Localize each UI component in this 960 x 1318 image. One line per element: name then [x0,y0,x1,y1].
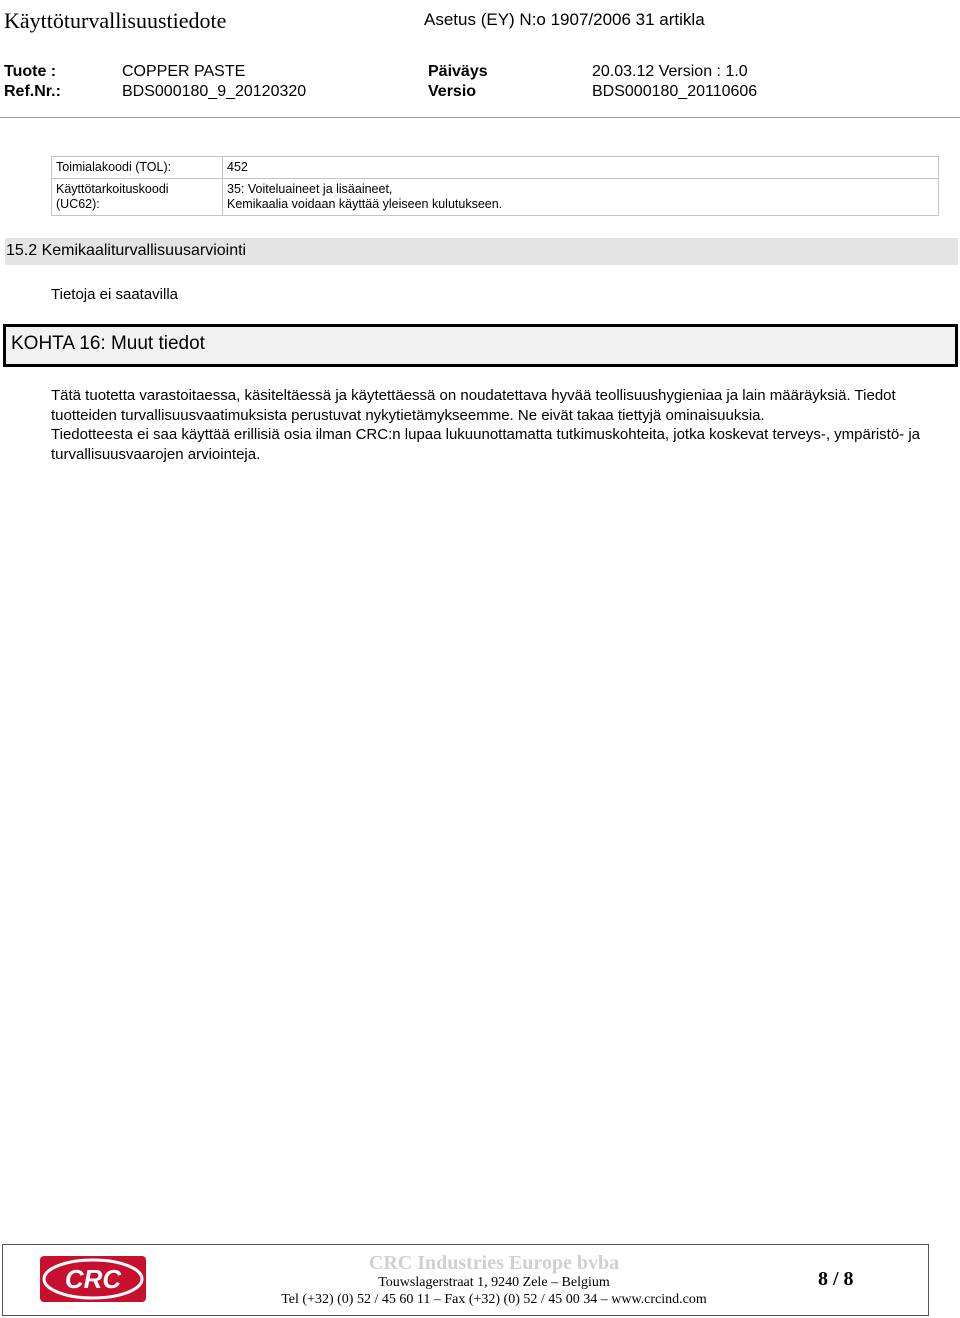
ref-label: Ref.Nr.: [4,83,61,100]
table-row [52,157,939,179]
date-value: 20.03.12 Version : 1.0 [592,63,748,80]
label-line: Käyttötarkoituskoodi [56,182,169,196]
value-line: 35: Voiteluaineet ja lisäaineet, [227,182,393,196]
crc-logo [40,1256,146,1302]
product-value: COPPER PASTE [122,63,246,80]
section-title: KOHTA 16: Muut tiedot [11,333,205,354]
subsection-text: Tietoja ei saatavilla [51,286,179,303]
classification-table [51,156,939,216]
company-address: Touwslagerstraat 1, 9240 Zele – Belgium [378,1275,610,1290]
document-title: Käyttöturvallisuustiedote [4,8,227,33]
label-line: (UC62): [56,197,100,211]
table-cell-label: Toimialakoodi (TOL): [52,157,223,179]
value-line: Kemikaalia voidaan käyttää yleiseen kulutukseen. [227,197,503,211]
version-value: BDS000180_20110606 [592,83,758,100]
version-label: Versio [428,83,477,100]
table-cell-value [223,179,939,216]
date-label: Päiväys [428,63,488,80]
paragraph: Tiedotteesta ei saa käyttää erillisiä osia ilman CRC:n lupaa lukuunottamatta tutkimuskohteita, jotka koskevat terveys-, ympäristö- ja turvallisuusvaarojen arviointeja. [51,426,921,463]
table-row [52,179,939,216]
company-name: CRC Industries Europe bvba [368,1252,620,1274]
header-divider [0,117,960,118]
table-cell-label [52,179,223,216]
paragraph: Tätä tuotetta varastoitaessa, käsiteltäessä ja käytettäessä on noudatettava hyvää teollisuushygieniaa ja lain määräyksiä. Tiedot tuotteiden turvallisuusvaatimuksista perustuvat nykytietämykseemme. Ne eivät takaa tiettyjä ominaisuuksia. [51,387,896,424]
ref-value: BDS000180_9_20120320 [122,83,307,100]
regulation-reference: Asetus (EY) N:o 1907/2006 31 artikla [424,10,705,29]
product-label: Tuote : [4,63,57,80]
page-number: 8 / 8 [818,1268,854,1290]
section-body [51,386,931,464]
svg-text:CRC: CRC [64,1264,122,1294]
company-contact: Tel (+32) (0) 52 / 45 60 11 – Fax (+32) (0) 52 / 45 00 34 – www.crcind.com [281,1292,707,1307]
subsection-title: 15.2 Kemikaaliturvallisuusarviointi [6,242,247,259]
table-cell-value: 452 [223,157,939,179]
